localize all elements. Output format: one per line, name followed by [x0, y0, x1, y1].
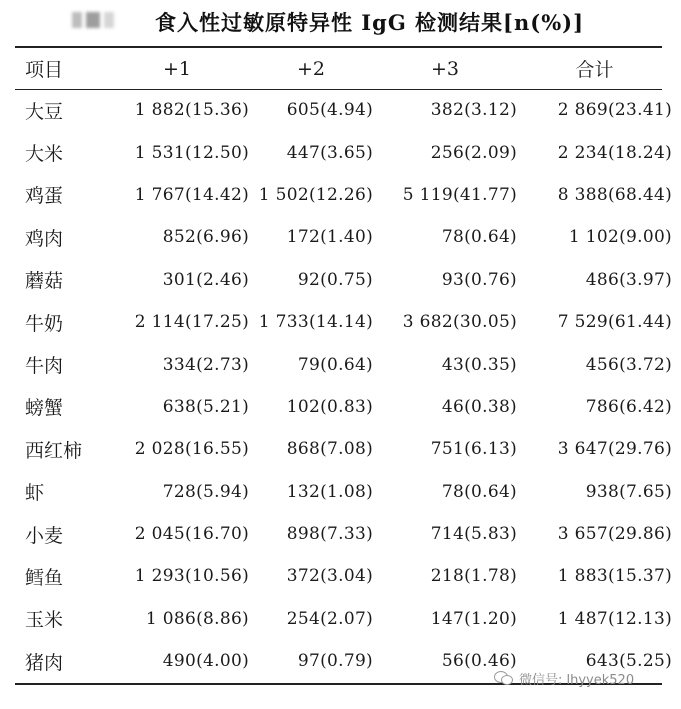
- cell-plus1: 2 045(16.70): [134, 524, 249, 545]
- cell-item: 鸡蛋: [25, 185, 64, 208]
- header-item: 项目: [25, 59, 64, 81]
- cell-item: 鸡肉: [25, 227, 64, 250]
- table-row: [15, 428, 672, 470]
- cell-plus1: 852(6.96): [162, 227, 249, 248]
- cell-plus2: 172(1.40): [286, 227, 373, 248]
- cell-item: 大米: [25, 143, 64, 166]
- cell-plus1: 1 882(15.36): [134, 100, 249, 121]
- header-row: [15, 48, 672, 89]
- table-row: [15, 174, 672, 216]
- cell-item: 玉米: [25, 609, 64, 632]
- table-title: 食入性过敏原特异性 IgG 检测结果[n(%)]: [155, 10, 585, 35]
- cell-item: 牛肉: [25, 355, 64, 378]
- cell-total: 786(6.42): [585, 396, 672, 417]
- cell-plus3: 46(0.38): [441, 396, 517, 417]
- cell-total: 8 388(68.44): [557, 184, 672, 205]
- table-row: [15, 89, 672, 131]
- table-row: [15, 555, 672, 597]
- title-bar: [0, 0, 681, 46]
- cell-plus2: 132(1.08): [286, 481, 373, 502]
- cell-plus1: 1 086(8.86): [145, 608, 249, 629]
- cell-plus1: 638(5.21): [162, 396, 249, 417]
- cell-plus1: 1 293(10.56): [134, 566, 249, 587]
- cell-total: 3 647(29.76): [557, 439, 672, 460]
- cell-total: 643(5.25): [585, 651, 672, 672]
- blurred-table-number: [72, 12, 116, 28]
- cell-plus2: 1 502(12.26): [258, 184, 373, 205]
- header-total: 合计: [575, 59, 614, 81]
- cell-plus3: 5 119(41.77): [402, 184, 517, 205]
- cell-total: 938(7.65): [585, 481, 672, 502]
- table-row: [15, 343, 672, 385]
- table-row: [15, 386, 672, 428]
- cell-plus3: 78(0.64): [441, 481, 517, 502]
- table-row: [15, 598, 672, 640]
- cell-item: 鳕鱼: [25, 566, 64, 589]
- wechat-icon: [494, 670, 514, 686]
- cell-plus2: 102(0.83): [286, 396, 373, 417]
- cell-plus1: 1 767(14.42): [134, 184, 249, 205]
- cell-item: 螃蟹: [25, 397, 64, 420]
- cell-total: 1 102(9.00): [568, 227, 672, 248]
- table-row: [15, 131, 672, 173]
- cell-plus3: 3 682(30.05): [402, 312, 517, 333]
- cell-item: 西红柿: [25, 439, 83, 462]
- cell-plus3: 218(1.78): [430, 566, 517, 587]
- cell-total: 2 234(18.24): [557, 142, 672, 163]
- cell-plus3: 714(5.83): [430, 524, 517, 545]
- header-plus2: +2: [296, 57, 325, 80]
- cell-plus1: 490(4.00): [162, 651, 249, 672]
- cell-total: 456(3.72): [585, 354, 672, 375]
- cell-plus2: 79(0.64): [297, 354, 373, 375]
- cell-plus3: 147(1.20): [430, 608, 517, 629]
- table-row: [15, 471, 672, 513]
- cell-plus1: 2 114(17.25): [134, 312, 249, 333]
- table-row: [15, 513, 672, 555]
- cell-plus3: 43(0.35): [441, 354, 517, 375]
- cell-item: 虾: [25, 482, 45, 505]
- watermark: [494, 667, 674, 689]
- cell-plus1: 301(2.46): [162, 269, 249, 290]
- watermark-text: 微信号: lhyyek520: [519, 672, 635, 688]
- cell-item: 大豆: [25, 100, 64, 123]
- cell-plus2: 898(7.33): [286, 524, 373, 545]
- cell-item: 蘑菇: [25, 270, 64, 293]
- cell-item: 小麦: [25, 524, 64, 547]
- table-row: [15, 216, 672, 258]
- cell-plus2: 92(0.75): [297, 269, 373, 290]
- header-plus3: +3: [430, 57, 459, 80]
- table-body: [15, 89, 672, 682]
- cell-plus2: 372(3.04): [286, 566, 373, 587]
- cell-plus3: 382(3.12): [430, 100, 517, 121]
- cell-item: 猪肉: [25, 651, 64, 674]
- cell-total: 1 883(15.37): [557, 566, 672, 587]
- cell-plus2: 254(2.07): [286, 608, 373, 629]
- table-row: [15, 259, 672, 301]
- cell-plus2: 447(3.65): [286, 142, 373, 163]
- cell-plus3: 93(0.76): [441, 269, 517, 290]
- header-plus1: +1: [162, 57, 191, 80]
- cell-total: 7 529(61.44): [557, 312, 672, 333]
- cell-plus3: 256(2.09): [430, 142, 517, 163]
- cell-item: 牛奶: [25, 312, 64, 335]
- table-row: [15, 301, 672, 343]
- cell-plus1: 2 028(16.55): [134, 439, 249, 460]
- cell-total: 3 657(29.86): [557, 524, 672, 545]
- cell-plus2: 1 733(14.14): [258, 312, 373, 333]
- cell-plus3: 78(0.64): [441, 227, 517, 248]
- cell-plus1: 334(2.73): [162, 354, 249, 375]
- cell-total: 486(3.97): [585, 269, 672, 290]
- cell-plus1: 728(5.94): [162, 481, 249, 502]
- allergen-table: [15, 48, 672, 682]
- cell-total: 1 487(12.13): [557, 608, 672, 629]
- cell-plus3: 56(0.46): [441, 651, 517, 672]
- cell-plus3: 751(6.13): [430, 439, 517, 460]
- cell-plus2: 97(0.79): [297, 651, 373, 672]
- cell-plus2: 868(7.08): [286, 439, 373, 460]
- cell-plus1: 1 531(12.50): [134, 142, 249, 163]
- cell-plus2: 605(4.94): [286, 100, 373, 121]
- cell-total: 2 869(23.41): [557, 100, 672, 121]
